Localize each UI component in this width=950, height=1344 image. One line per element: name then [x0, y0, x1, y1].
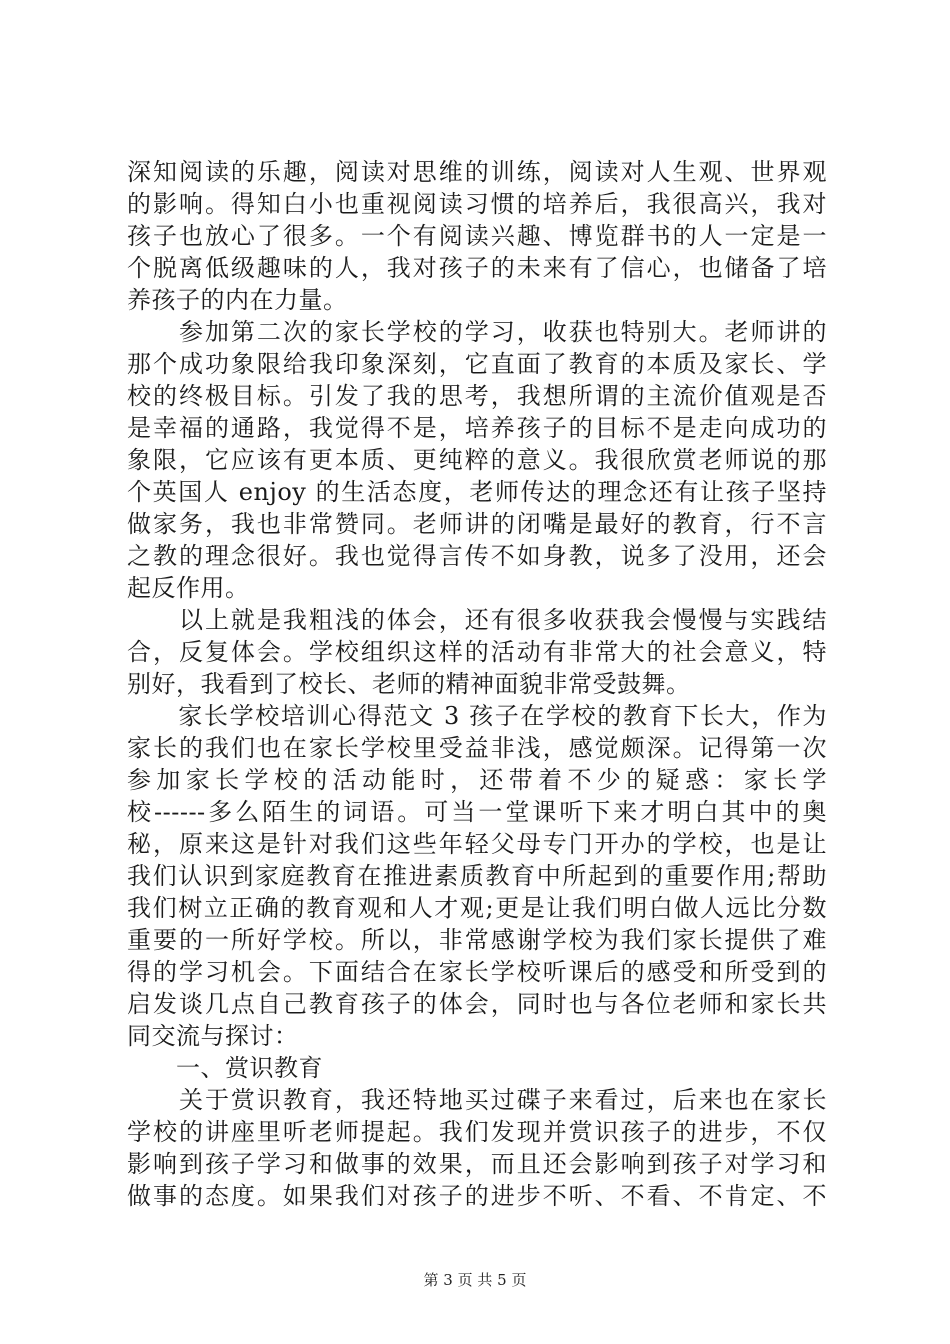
text-line: 家长的我们也在家长学校里受益非浅，感觉颇深。记得第一次	[127, 734, 827, 762]
text-line: 起反作用。	[127, 574, 250, 602]
text-line: 启发谈几点自己教育孩子的体会，同时也与各位老师和家长共	[127, 990, 827, 1018]
text-line: 个脱离低级趣味的人，我对孩子的未来有了信心，也储备了培	[127, 254, 827, 282]
text-line: 家长学校培训心得范文 3 孩子在学校的教育下长大，作为	[127, 702, 827, 730]
text-line: 深知阅读的乐趣，阅读对思维的训练，阅读对人生观、世界观	[127, 158, 827, 186]
section-heading	[127, 1052, 827, 1084]
text-line: 的影响。得知白小也重视阅读习惯的培养后，我很高兴，我对	[127, 190, 827, 218]
text-line: 影响到孩子学习和做事的效果，而且还会影响到孩子对学习和	[127, 1150, 827, 1178]
text-line: 那个成功象限给我印象深刻，它直面了教育的本质及家长、学	[127, 350, 827, 378]
body-text	[127, 156, 827, 1212]
text-line: 一、赏识教育	[127, 1054, 323, 1082]
text-line: 做家务，我也非常赞同。老师讲的闭嘴是最好的教育，行不言	[127, 510, 827, 538]
text-line: 个英国人 enjoy 的生活态度，老师传达的理念还有让孩子坚持	[127, 478, 827, 506]
text-line: 校的终极目标。引发了我的思考，我想所谓的主流价值观是否	[127, 382, 827, 410]
text-line: 关于赏识教育，我还特地买过碟子来看过，后来也在家长	[127, 1086, 827, 1114]
paragraph	[127, 700, 827, 1052]
text-line: 同交流与探讨：	[127, 1022, 299, 1050]
paragraph	[127, 316, 827, 604]
text-line: 我们认识到家庭教育在推进素质教育中所起到的重要作用;帮助	[127, 862, 827, 890]
text-line: 得的学习机会。下面结合在家长学校听课后的感受和所受到的	[127, 958, 827, 986]
text-line: 以上就是我粗浅的体会，还有很多收获我会慢慢与实践结	[127, 606, 827, 634]
paragraph	[127, 1084, 827, 1212]
text-line: 重要的一所好学校。所以，非常感谢学校为我们家长提供了难	[127, 926, 827, 954]
text-line: 参加家长学校的活动能时，还带着不少的疑惑：家长学	[127, 766, 827, 794]
text-line: 象限，它应该有更本质、更纯粹的意义。我很欣赏老师说的那	[127, 446, 827, 474]
text-line: 参加第二次的家长学校的学习，收获也特别大。老师讲的	[127, 318, 827, 346]
text-line: 别好，我看到了校长、老师的精神面貌非常受鼓舞。	[127, 670, 691, 698]
text-line: 我们树立正确的教育观和人才观;更是让我们明白做人远比分数	[127, 894, 827, 922]
paragraph	[127, 156, 827, 316]
text-line: 合，反复体会。学校组织这样的活动有非常大的社会意义，特	[127, 638, 827, 666]
page-number: 第 3 页 共 5 页	[423, 1271, 527, 1289]
text-line: 之教的理念很好。我也觉得言传不如身教，说多了没用，还会	[127, 542, 827, 570]
text-line: 孩子也放心了很多。一个有阅读兴趣、博览群书的人一定是一	[127, 222, 827, 250]
text-line: 学校的讲座里听老师提起。我们发现并赏识孩子的进步，不仅	[127, 1118, 827, 1146]
text-line: 秘，原来这是针对我们这些年轻父母专门开办的学校，也是让	[127, 830, 827, 858]
text-line: 校------多么陌生的词语。可当一堂课听下来才明白其中的奥	[127, 798, 827, 826]
text-line: 养孩子的内在力量。	[127, 286, 348, 314]
paragraph	[127, 604, 827, 700]
text-line: 是幸福的通路，我觉得不是，培养孩子的目标不是走向成功的	[127, 414, 827, 442]
page-footer	[0, 1270, 950, 1290]
text-line: 做事的态度。如果我们对孩子的进步不听、不看、不肯定、不	[127, 1182, 827, 1210]
